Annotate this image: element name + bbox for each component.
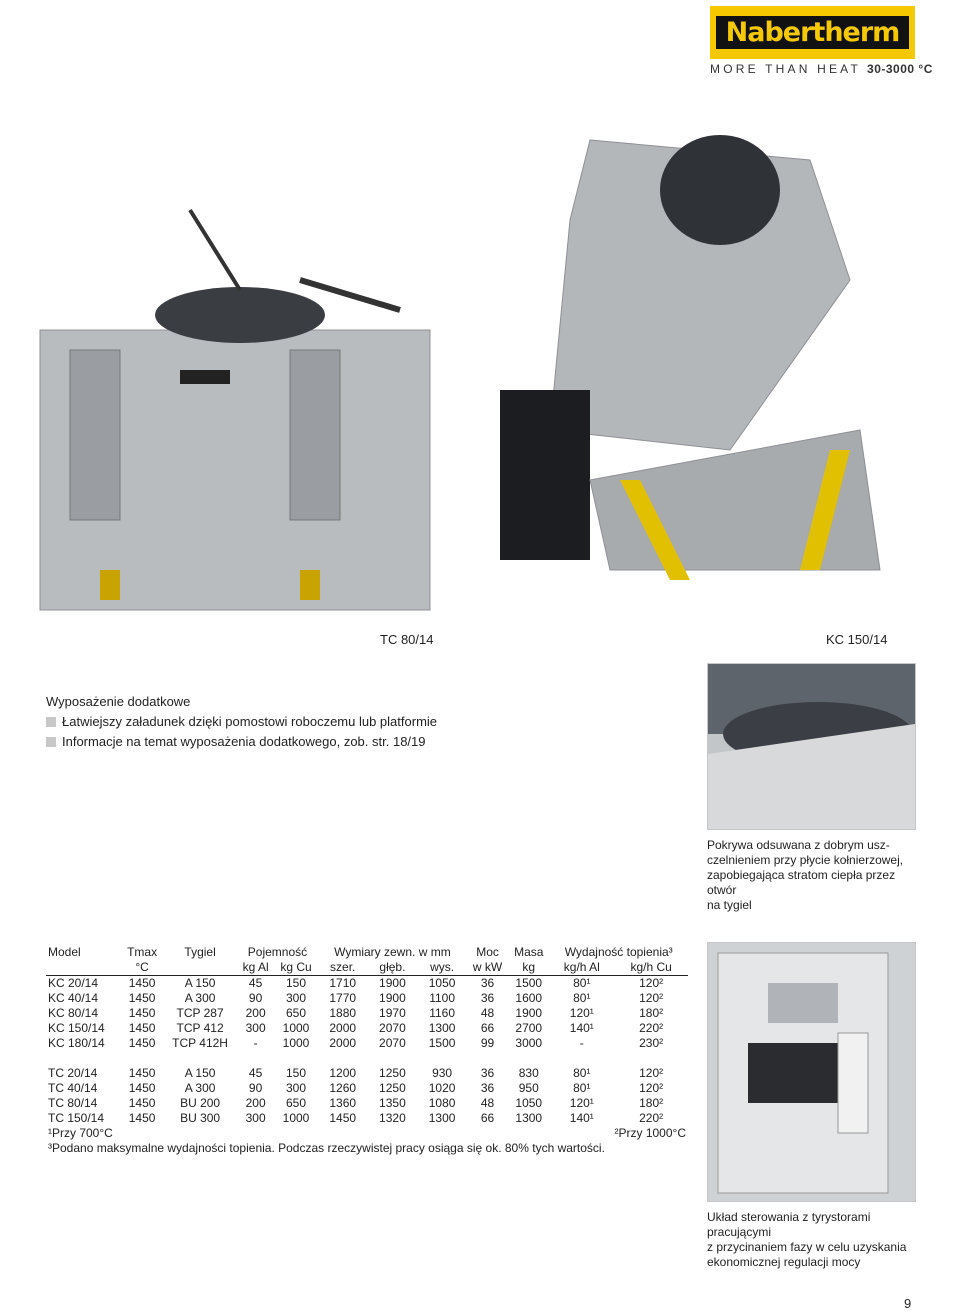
table-cell: 300 [286,1081,307,1095]
table-cell: A 300 [184,1081,216,1095]
table-cell: A 300 [184,991,216,1005]
table-cell: 650 [286,1096,307,1110]
table-cell: 1100 [429,991,455,1005]
table-subheader-row: °C kg Al kg Cu szer. głęb. wys. w kW kg kg/h Al kg/h Cu [46,960,688,976]
header-model: Model [48,945,81,959]
table-cell: 150 [286,976,307,990]
header-weight: Masa [514,945,544,959]
main-product-photo [30,100,910,620]
table-cell: 220² [639,1021,664,1035]
table-cell: TC 150/14 [48,1111,105,1125]
table-cell: KC 80/14 [48,1006,99,1020]
table-cell: 1250 [379,1066,406,1080]
table-cell: 120² [639,976,664,990]
table-cell: 1450 [128,1066,156,1080]
table-cell: 1450 [329,1111,357,1125]
caption-right-furnace: KC 150/14 [826,632,888,647]
table-cell: 45 [248,976,263,990]
table-cell: 1300 [515,1111,543,1125]
table-cell: 1450 [128,976,156,990]
logo-text: Nabertherm [716,16,909,49]
table-cell: 1500 [515,976,543,990]
table-cell: 48 [480,1006,495,1020]
table-cell: 950 [518,1081,539,1095]
table-cell: 1320 [379,1111,406,1125]
table-cell: 1000 [282,1021,310,1035]
table-cell: 650 [286,1006,307,1020]
table-cell: 1450 [128,1021,156,1035]
table-cell: 150 [286,1066,307,1080]
table-cell: 36 [480,976,495,990]
page-number: 9 [904,1296,912,1311]
brand-logo [710,6,915,59]
header-dimensions: Wymiary zewn. w mm [334,945,451,959]
table-cell: 1250 [379,1081,406,1095]
lid-photo [707,663,916,830]
table-cell: 830 [518,1066,539,1080]
temp-range: 30-3000 °C [867,62,933,76]
table-cell: 66 [480,1021,495,1035]
bullet-square-icon [46,717,56,727]
table-cell: 90 [248,1081,263,1095]
table-cell: 1900 [379,991,406,1005]
table-cell: 120² [639,1066,664,1080]
table-cell: 120¹ [569,1006,594,1020]
table-cell: 2700 [515,1021,543,1035]
table-row [46,1081,688,1096]
table-cell: 1200 [329,1066,357,1080]
table-cell: 36 [480,991,495,1005]
kc-group [46,976,688,1052]
table-cell: 1000 [282,1036,310,1050]
table-cell: KC 40/14 [48,991,99,1005]
table-cell: 1900 [515,1006,543,1020]
table-row [46,976,688,992]
table-header-row [46,945,688,960]
tagline-text: MORE THAN HEAT [710,62,862,76]
table-cell: 220² [639,1111,664,1125]
table-cell: TCP 412 [176,1021,224,1035]
bullet-square-icon [46,737,56,747]
table-cell: 1360 [329,1096,357,1110]
tc-group [46,1066,688,1126]
table-cell: 2070 [379,1036,406,1050]
table-cell: 66 [480,1111,495,1125]
header-melting: Wydajność topienia³ [564,945,673,959]
table-cell: 1050 [428,976,456,990]
equipment-item: Łatwiejszy załadunek dzięki pomostowi roboczemu lub platformie [46,714,437,729]
table-cell: 180² [639,1096,664,1110]
table-row [46,1036,688,1051]
table-cell: TC 80/14 [48,1096,98,1110]
table-cell: 1020 [428,1081,456,1095]
table-cell: 2000 [329,1036,357,1050]
table-cell: 1450 [128,1036,156,1050]
table-cell: 1080 [428,1096,456,1110]
table-cell: 80¹ [573,991,591,1005]
table-cell: 1450 [128,1081,156,1095]
table-cell: 300 [245,1021,266,1035]
table-cell: 1880 [329,1006,357,1020]
table-cell: 1450 [128,1096,156,1110]
table-cell: 99 [480,1036,495,1050]
table-cell: 1600 [515,991,543,1005]
table-cell: 1350 [379,1096,406,1110]
table-cell: 120² [639,1081,664,1095]
table-cell: 2070 [379,1021,406,1035]
table-row [46,1111,688,1126]
table-cell: 1450 [128,1111,156,1125]
table-cell: 80¹ [573,1066,591,1080]
table-cell: TC 40/14 [48,1081,98,1095]
control-cabinet-photo [707,942,916,1202]
cabinet-illustration [708,943,915,1201]
table-cell: 300 [245,1111,266,1125]
header-capacity: Pojemność [247,945,308,959]
footnote-2: ²Przy 1000°C [614,1126,686,1140]
furnaces-illustration [30,100,910,620]
table-cell: KC 180/14 [48,1036,105,1050]
table-cell: 1000 [282,1111,310,1125]
table-cell: TC 20/14 [48,1066,98,1080]
table-cell: 1050 [515,1096,543,1110]
table-cell: 36 [480,1081,495,1095]
table-cell: 80¹ [573,1081,591,1095]
table-cell: 80¹ [573,976,591,990]
header-power: Moc [476,945,499,959]
table-cell: 200 [245,1006,266,1020]
table-cell: KC 150/14 [48,1021,105,1035]
footnote-1: ¹Przy 700°C [48,1126,113,1140]
brand-tagline [710,62,933,76]
lid-illustration [708,664,915,829]
table-cell: 1300 [428,1111,456,1125]
footnote-row [46,1141,688,1156]
table-cell: 1260 [329,1081,357,1095]
table-cell: - [253,1036,258,1050]
table-cell: 90 [248,991,263,1005]
table-cell: TCP 412H [172,1036,228,1050]
spec-table [46,945,688,1156]
header-crucible: Tygiel [184,945,216,959]
table-row [46,1006,688,1021]
table-cell: BU 300 [180,1111,221,1125]
control-caption: Układ sterowania z tyrystorami pracującymi z przycinaniem fazy w celu uzyskania ekonomicznej regulacji mocy [707,1210,907,1269]
table-cell: 120² [639,991,664,1005]
table-cell: 1300 [428,1021,456,1035]
table-cell: 1770 [329,991,357,1005]
table-cell: 48 [480,1096,495,1110]
equipment-item: Informacje na temat wyposażenia dodatkowego, zob. str. 18/19 [46,734,426,749]
table-cell: TCP 287 [176,1006,224,1020]
lid-caption: Pokrywa odsuwana z dobrym usz- czelnieniem przy płycie kołnierzowej, zapobiegająca stratom ciepła przez otwór na tygiel [707,838,904,912]
table-row [46,1066,688,1081]
table-cell: 180² [639,1006,664,1020]
table-cell: 1450 [128,1006,156,1020]
table-cell: KC 20/14 [48,976,99,990]
table-cell: 1710 [329,976,357,990]
table-cell: BU 200 [180,1096,221,1110]
equipment-title: Wyposażenie dodatkowe [46,694,191,709]
table-row [46,991,688,1006]
table-row [46,1096,688,1111]
table-cell: 1450 [128,991,156,1005]
table-cell: - [579,1036,584,1050]
table-cell: 230² [639,1036,664,1050]
table-cell: 300 [286,991,307,1005]
table-cell: A 150 [184,1066,216,1080]
table-cell: 2000 [329,1021,357,1035]
table-cell: 140¹ [569,1021,594,1035]
footnote-row [46,1126,688,1141]
table-cell: 930 [432,1066,453,1080]
table-cell: 1500 [428,1036,456,1050]
table-row [46,1021,688,1036]
table-cell: 1970 [379,1006,406,1020]
table-cell: 3000 [515,1036,543,1050]
table-cell: 1160 [429,1006,455,1020]
table-cell: A 150 [184,976,216,990]
table-cell: 45 [248,1066,263,1080]
table-cell: 120¹ [569,1096,594,1110]
table-cell: 140¹ [569,1111,594,1125]
table-cell: 1900 [379,976,406,990]
footnote-3: ³Podano maksymalne wydajności topienia. Podczas rzeczywistej pracy osiąga się ok. 80% tych wartości. [48,1141,605,1155]
table-cell: 200 [245,1096,266,1110]
table-cell: 36 [480,1066,495,1080]
header-tmax: Tmax [127,945,158,959]
caption-left-furnace: TC 80/14 [380,632,434,647]
